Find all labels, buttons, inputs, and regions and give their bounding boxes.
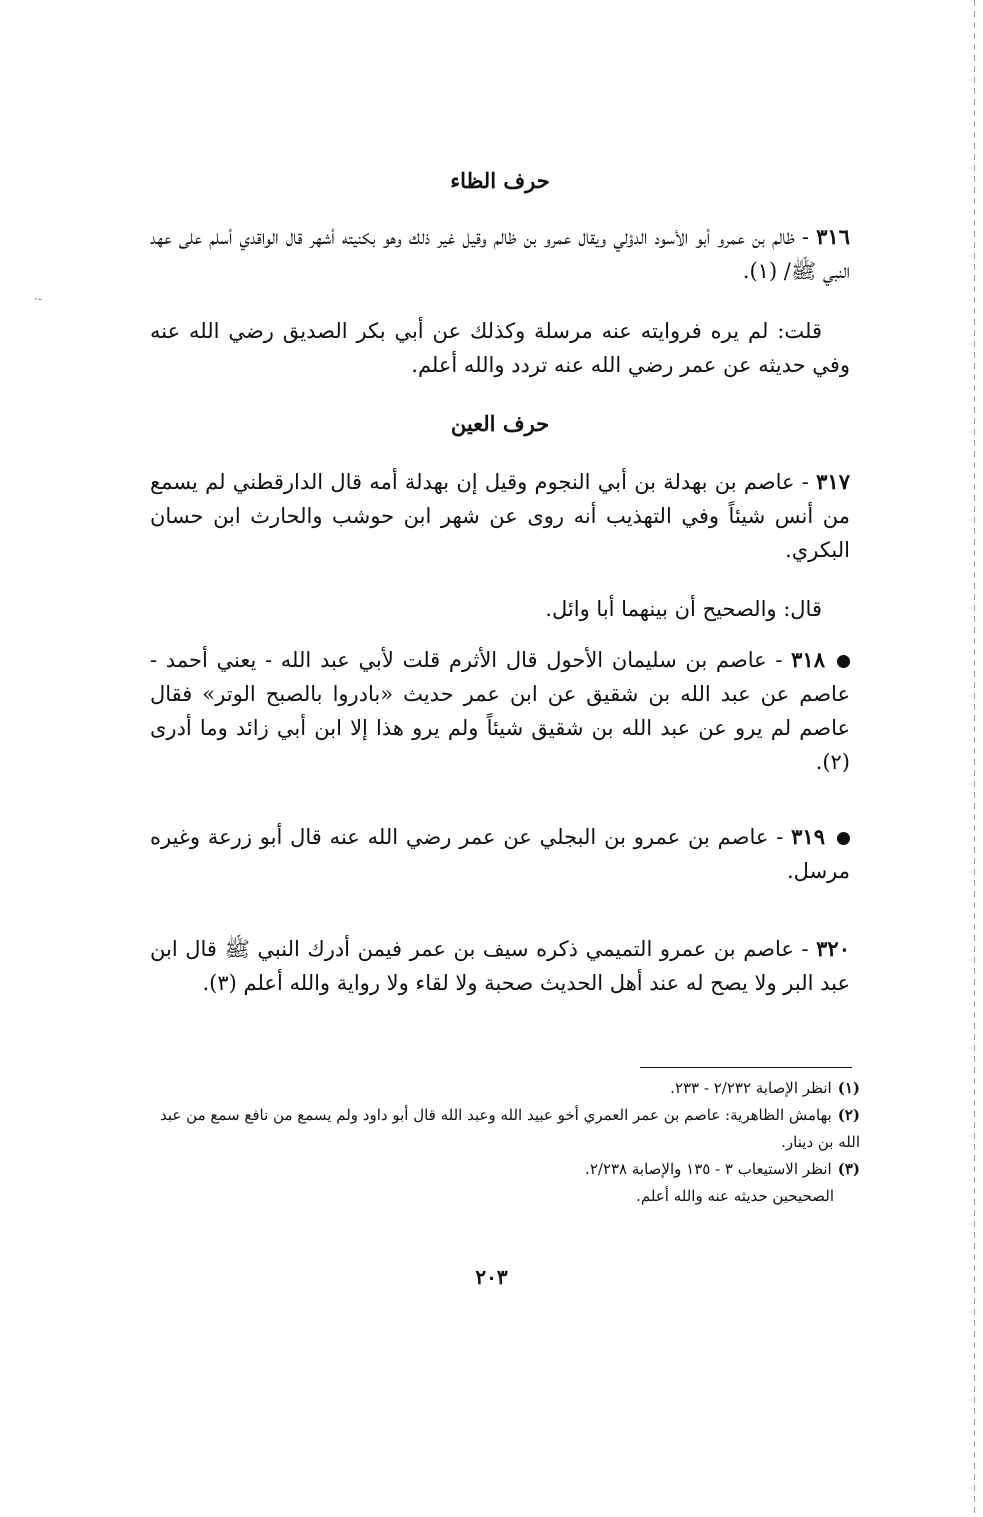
entry-number: ٣٢٠ [816,936,850,961]
entry-318 [150,643,850,779]
entry-number: ٣١٩ [791,824,825,849]
footnote-continuation: الصحيحين حديثه عنه والله أعلم. [636,1187,834,1205]
entry-316 [150,220,850,288]
entry-number: ٣١٦ [816,224,850,249]
footnote-text: بهامش الظاهرية: عاصم بن عمر العمري أخو عبيد الله وعبد الله قال أبو داود ولم يسمع من نافع سمع من عبد الله بن دينار. [160,1106,860,1151]
entry-319 [150,820,850,888]
entry-text: - عاصم بن عمرو التميمي ذكره سيف بن عمر فيمن أدرك النبي ﷺ قال ابن عبد البر ولا يصح له عند أهل الحديث صحبة ولا لقاء ولا رواية والله أعلم (٣). [150,937,850,995]
entry-text: قلت: لم يره فروايته عنه مرسلة وكذلك عن أبي بكر الصديق رضي الله عنه وفي حديثه عن عمر رضي الله عنه تردد والله أعلم. [150,319,850,377]
footnote-3 [150,1156,860,1183]
entry-number: ٣١٧ [816,469,850,494]
entry-text: قال: والصحيح أن بينهما أبا وائل. [545,597,822,621]
footnote-separator [640,1067,852,1068]
scan-edge-line [974,0,975,1517]
bullet-marker [837,832,850,845]
footnote-number: (٢) [837,1106,860,1124]
entry-317 [150,465,850,567]
entry-text: - عاصم بن بهدلة بن أبي النجوم وقيل إن بهدلة أمه قال الدارقطني لم يسمع من أنس شيئاً وفي التهذيب أنه روى عن شهر ابن حوشب والحارث ابن حسان البكري. [150,470,850,562]
entry-text: - عاصم بن عمرو بن البجلي عن عمر رضي الله عنه قال أبو زرعة وغيره مرسل. [150,825,850,883]
entry-320 [150,932,850,1000]
footnote-2 [150,1102,860,1156]
entry-text: - ظالم بن عمرو أبو الأسود الدؤلي ويقال عمرو بن ظالم وقيل غير ذلك وهو بكنيته أشهر قال الواقدي أسلم على عهد النبي ﷺ/ (١). [150,225,850,283]
footnote-number: (٣) [837,1160,860,1178]
footnote-1 [150,1075,860,1102]
section-heading-zaa: حرف الظاء [450,168,550,193]
footnote-text: انظر الاستيعاب ٣ - ١٣٥ والإصابة ٢/٢٣٨. [585,1160,832,1178]
entry-text: - عاصم بن سليمان الأحول قال الأثرم قلت لأبي عبد الله - يعني أحمد - عاصم عن عبد الله بن شقيق عن ابن عمر حديث «بادروا بالصبح الوتر» فقال عاصم لم يرو عن عبد الله بن شقيق شيئاً ولم يرو هذا إلا ابن أبي زائد وما أدرى (٢). [150,648,850,774]
footnote-text: انظر الإصابة ٢/٢٣٢ - ٢٣٣. [670,1079,832,1097]
note-after-317 [150,592,850,626]
footnotes [150,1075,860,1210]
note-after-316 [150,314,850,382]
scan-mark: ·- [34,292,42,306]
section-heading-ayn: حرف العين [450,411,550,436]
footnote-number: (١) [837,1079,860,1097]
entry-number: ٣١٨ [791,647,825,672]
page-number: ٢٠٣ [475,1265,508,1289]
bullet-marker [837,655,850,668]
